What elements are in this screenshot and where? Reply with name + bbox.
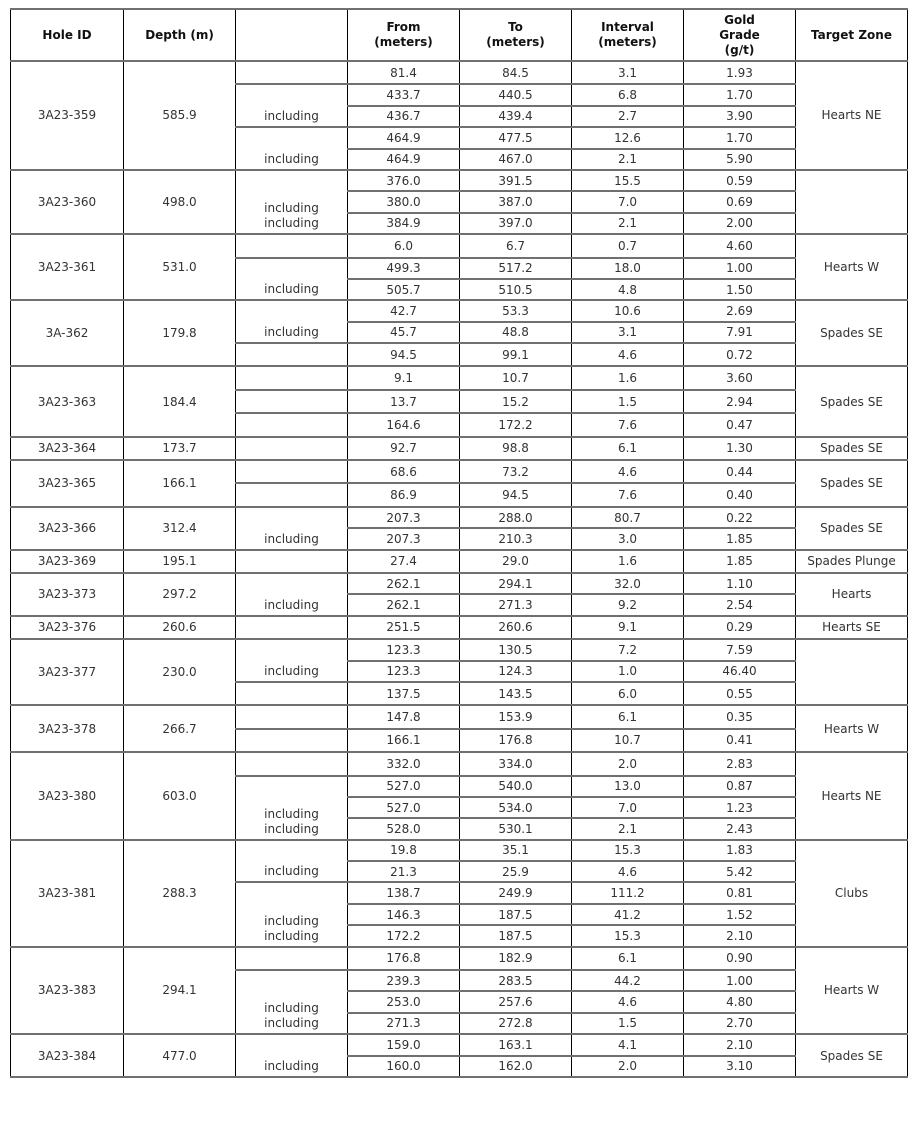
cell-interval: 9.1 bbox=[572, 616, 684, 639]
cell-interval: 4.8 bbox=[572, 279, 684, 300]
cell-target-zone: Hearts W bbox=[796, 947, 908, 1035]
cell-gold-grade: 0.47 bbox=[684, 413, 796, 436]
cell-gold-grade: 0.29 bbox=[684, 616, 796, 639]
cell-to: 162.0 bbox=[460, 1056, 572, 1077]
cell-including bbox=[236, 729, 348, 752]
cell-interval: 0.7 bbox=[572, 234, 684, 257]
cell-from: 123.3 bbox=[348, 661, 460, 682]
cell-to: 53.3 bbox=[460, 300, 572, 321]
cell-including bbox=[236, 413, 348, 436]
cell-to: 153.9 bbox=[460, 705, 572, 728]
cell-target-zone bbox=[796, 639, 908, 705]
cell-including: including bbox=[236, 84, 348, 127]
table-row bbox=[11, 573, 908, 594]
cell-including: including bbox=[236, 127, 348, 170]
cell-interval: 7.6 bbox=[572, 483, 684, 506]
cell-interval: 7.0 bbox=[572, 797, 684, 818]
cell-to: 249.9 bbox=[460, 882, 572, 903]
cell-to: 271.3 bbox=[460, 594, 572, 615]
cell-target-zone: Hearts NE bbox=[796, 61, 908, 170]
cell-to: 25.9 bbox=[460, 861, 572, 882]
header-interval: Interval (meters) bbox=[572, 9, 684, 61]
cell-to: 517.2 bbox=[460, 258, 572, 279]
cell-hole-id: 3A23-364 bbox=[11, 437, 124, 460]
cell-to: 257.6 bbox=[460, 991, 572, 1012]
cell-target-zone: Spades SE bbox=[796, 1034, 908, 1077]
cell-gold-grade: 0.72 bbox=[684, 343, 796, 366]
cell-interval: 1.5 bbox=[572, 1013, 684, 1034]
cell-to: 48.8 bbox=[460, 322, 572, 343]
cell-depth: 531.0 bbox=[124, 234, 236, 300]
cell-interval: 12.6 bbox=[572, 127, 684, 148]
cell-from: 207.3 bbox=[348, 507, 460, 528]
cell-gold-grade: 1.83 bbox=[684, 840, 796, 861]
table-row bbox=[11, 947, 908, 970]
cell-interval: 4.6 bbox=[572, 460, 684, 483]
cell-interval: 2.1 bbox=[572, 149, 684, 170]
cell-including bbox=[236, 752, 348, 775]
cell-gold-grade: 3.90 bbox=[684, 106, 796, 127]
header-hole-id: Hole ID bbox=[11, 9, 124, 61]
cell-gold-grade: 0.41 bbox=[684, 729, 796, 752]
cell-interval: 32.0 bbox=[572, 573, 684, 594]
cell-from: 384.9 bbox=[348, 213, 460, 234]
cell-to: 143.5 bbox=[460, 682, 572, 705]
cell-target-zone: Hearts SE bbox=[796, 616, 908, 639]
cell-including bbox=[236, 61, 348, 84]
cell-from: 271.3 bbox=[348, 1013, 460, 1034]
cell-depth: 266.7 bbox=[124, 705, 236, 752]
cell-target-zone: Hearts NE bbox=[796, 752, 908, 840]
cell-to: 260.6 bbox=[460, 616, 572, 639]
cell-gold-grade: 3.60 bbox=[684, 366, 796, 389]
cell-gold-grade: 1.00 bbox=[684, 970, 796, 991]
cell-from: 19.8 bbox=[348, 840, 460, 861]
cell-to: 391.5 bbox=[460, 170, 572, 191]
cell-gold-grade: 0.55 bbox=[684, 682, 796, 705]
cell-including bbox=[236, 437, 348, 460]
cell-gold-grade: 1.00 bbox=[684, 258, 796, 279]
cell-interval: 2.1 bbox=[572, 213, 684, 234]
cell-from: 146.3 bbox=[348, 904, 460, 925]
cell-gold-grade: 2.10 bbox=[684, 1034, 796, 1055]
cell-hole-id: 3A-362 bbox=[11, 300, 124, 366]
cell-gold-grade: 0.44 bbox=[684, 460, 796, 483]
header-row bbox=[11, 9, 908, 61]
header-from: From (meters) bbox=[348, 9, 460, 61]
cell-hole-id: 3A23-359 bbox=[11, 61, 124, 170]
cell-hole-id: 3A23-378 bbox=[11, 705, 124, 752]
cell-from: 376.0 bbox=[348, 170, 460, 191]
header-gold-grade: Gold Grade (g/t) bbox=[684, 9, 796, 61]
cell-interval: 44.2 bbox=[572, 970, 684, 991]
table-row bbox=[11, 460, 908, 483]
cell-gold-grade: 1.70 bbox=[684, 84, 796, 105]
cell-including bbox=[236, 483, 348, 506]
cell-to: 163.1 bbox=[460, 1034, 572, 1055]
cell-to: 530.1 bbox=[460, 818, 572, 839]
cell-target-zone bbox=[796, 170, 908, 234]
table-row bbox=[11, 170, 908, 191]
cell-interval: 4.6 bbox=[572, 991, 684, 1012]
cell-from: 13.7 bbox=[348, 390, 460, 413]
cell-to: 130.5 bbox=[460, 639, 572, 660]
cell-from: 380.0 bbox=[348, 191, 460, 212]
cell-to: 288.0 bbox=[460, 507, 572, 528]
cell-target-zone: Spades SE bbox=[796, 437, 908, 460]
cell-including: including bbox=[236, 840, 348, 883]
table-row bbox=[11, 705, 908, 728]
cell-hole-id: 3A23-376 bbox=[11, 616, 124, 639]
cell-to: 98.8 bbox=[460, 437, 572, 460]
cell-from: 262.1 bbox=[348, 594, 460, 615]
cell-interval: 4.1 bbox=[572, 1034, 684, 1055]
cell-interval: 6.1 bbox=[572, 705, 684, 728]
cell-gold-grade: 0.59 bbox=[684, 170, 796, 191]
cell-to: 6.7 bbox=[460, 234, 572, 257]
cell-from: 527.0 bbox=[348, 776, 460, 797]
cell-to: 172.2 bbox=[460, 413, 572, 436]
cell-from: 436.7 bbox=[348, 106, 460, 127]
table-row bbox=[11, 300, 908, 321]
cell-from: 27.4 bbox=[348, 550, 460, 573]
cell-gold-grade: 2.83 bbox=[684, 752, 796, 775]
cell-interval: 111.2 bbox=[572, 882, 684, 903]
cell-gold-grade: 1.70 bbox=[684, 127, 796, 148]
cell-depth: 288.3 bbox=[124, 840, 236, 947]
cell-from: 42.7 bbox=[348, 300, 460, 321]
table-row bbox=[11, 61, 908, 84]
cell-gold-grade: 1.85 bbox=[684, 550, 796, 573]
cell-from: 159.0 bbox=[348, 1034, 460, 1055]
cell-from: 94.5 bbox=[348, 343, 460, 366]
cell-from: 176.8 bbox=[348, 947, 460, 970]
header-blank bbox=[236, 9, 348, 61]
cell-gold-grade: 5.90 bbox=[684, 149, 796, 170]
cell-from: 138.7 bbox=[348, 882, 460, 903]
cell-to: 440.5 bbox=[460, 84, 572, 105]
table-row bbox=[11, 366, 908, 389]
cell-from: 160.0 bbox=[348, 1056, 460, 1077]
cell-including bbox=[236, 616, 348, 639]
cell-including bbox=[236, 947, 348, 970]
cell-from: 262.1 bbox=[348, 573, 460, 594]
cell-target-zone: Clubs bbox=[796, 840, 908, 947]
cell-to: 94.5 bbox=[460, 483, 572, 506]
cell-gold-grade: 4.60 bbox=[684, 234, 796, 257]
cell-gold-grade: 46.40 bbox=[684, 661, 796, 682]
cell-to: 29.0 bbox=[460, 550, 572, 573]
cell-gold-grade: 0.69 bbox=[684, 191, 796, 212]
cell-target-zone: Spades SE bbox=[796, 366, 908, 436]
cell-from: 164.6 bbox=[348, 413, 460, 436]
cell-depth: 195.1 bbox=[124, 550, 236, 573]
cell-to: 334.0 bbox=[460, 752, 572, 775]
cell-interval: 9.2 bbox=[572, 594, 684, 615]
cell-gold-grade: 2.43 bbox=[684, 818, 796, 839]
cell-to: 187.5 bbox=[460, 925, 572, 946]
table-row bbox=[11, 616, 908, 639]
cell-to: 272.8 bbox=[460, 1013, 572, 1034]
cell-from: 332.0 bbox=[348, 752, 460, 775]
header-target-zone: Target Zone bbox=[796, 9, 908, 61]
header-depth: Depth (m) bbox=[124, 9, 236, 61]
cell-depth: 477.0 bbox=[124, 1034, 236, 1077]
cell-interval: 6.1 bbox=[572, 947, 684, 970]
cell-including bbox=[236, 705, 348, 728]
cell-to: 534.0 bbox=[460, 797, 572, 818]
cell-hole-id: 3A23-365 bbox=[11, 460, 124, 507]
cell-interval: 4.6 bbox=[572, 343, 684, 366]
cell-from: 207.3 bbox=[348, 528, 460, 549]
cell-gold-grade: 0.90 bbox=[684, 947, 796, 970]
cell-interval: 15.5 bbox=[572, 170, 684, 191]
cell-from: 528.0 bbox=[348, 818, 460, 839]
cell-depth: 294.1 bbox=[124, 947, 236, 1035]
cell-including bbox=[236, 366, 348, 389]
cell-hole-id: 3A23-369 bbox=[11, 550, 124, 573]
cell-interval: 2.1 bbox=[572, 818, 684, 839]
cell-interval: 1.5 bbox=[572, 390, 684, 413]
cell-from: 464.9 bbox=[348, 149, 460, 170]
cell-hole-id: 3A23-383 bbox=[11, 947, 124, 1035]
cell-to: 387.0 bbox=[460, 191, 572, 212]
cell-from: 123.3 bbox=[348, 639, 460, 660]
cell-hole-id: 3A23-380 bbox=[11, 752, 124, 840]
cell-including: including bbox=[236, 1034, 348, 1077]
cell-interval: 10.7 bbox=[572, 729, 684, 752]
cell-gold-grade: 5.42 bbox=[684, 861, 796, 882]
cell-hole-id: 3A23-377 bbox=[11, 639, 124, 705]
cell-hole-id: 3A23-384 bbox=[11, 1034, 124, 1077]
cell-from: 86.9 bbox=[348, 483, 460, 506]
cell-interval: 3.0 bbox=[572, 528, 684, 549]
cell-gold-grade: 0.81 bbox=[684, 882, 796, 903]
cell-interval: 3.1 bbox=[572, 61, 684, 84]
cell-to: 294.1 bbox=[460, 573, 572, 594]
cell-interval: 1.6 bbox=[572, 550, 684, 573]
cell-depth: 498.0 bbox=[124, 170, 236, 234]
cell-target-zone: Spades Plunge bbox=[796, 550, 908, 573]
cell-hole-id: 3A23-381 bbox=[11, 840, 124, 947]
cell-interval: 4.6 bbox=[572, 861, 684, 882]
cell-including: including bbox=[236, 573, 348, 616]
cell-interval: 7.6 bbox=[572, 413, 684, 436]
cell-including bbox=[236, 234, 348, 257]
cell-including: including including bbox=[236, 170, 348, 234]
cell-from: 137.5 bbox=[348, 682, 460, 705]
cell-to: 15.2 bbox=[460, 390, 572, 413]
cell-gold-grade: 1.50 bbox=[684, 279, 796, 300]
cell-interval: 15.3 bbox=[572, 840, 684, 861]
cell-gold-grade: 2.00 bbox=[684, 213, 796, 234]
cell-including: including including bbox=[236, 882, 348, 946]
cell-depth: 184.4 bbox=[124, 366, 236, 436]
cell-from: 505.7 bbox=[348, 279, 460, 300]
cell-interval: 15.3 bbox=[572, 925, 684, 946]
cell-hole-id: 3A23-373 bbox=[11, 573, 124, 616]
cell-target-zone: Spades SE bbox=[796, 300, 908, 366]
cell-to: 439.4 bbox=[460, 106, 572, 127]
cell-to: 99.1 bbox=[460, 343, 572, 366]
cell-hole-id: 3A23-363 bbox=[11, 366, 124, 436]
cell-hole-id: 3A23-361 bbox=[11, 234, 124, 300]
cell-gold-grade: 3.10 bbox=[684, 1056, 796, 1077]
cell-from: 92.7 bbox=[348, 437, 460, 460]
cell-gold-grade: 0.87 bbox=[684, 776, 796, 797]
table-row bbox=[11, 507, 908, 528]
cell-depth: 585.9 bbox=[124, 61, 236, 170]
cell-depth: 179.8 bbox=[124, 300, 236, 366]
cell-to: 467.0 bbox=[460, 149, 572, 170]
table-row bbox=[11, 234, 908, 257]
cell-depth: 312.4 bbox=[124, 507, 236, 550]
cell-gold-grade: 0.40 bbox=[684, 483, 796, 506]
cell-including: including bbox=[236, 258, 348, 301]
cell-to: 187.5 bbox=[460, 904, 572, 925]
cell-depth: 603.0 bbox=[124, 752, 236, 840]
cell-interval: 6.8 bbox=[572, 84, 684, 105]
cell-from: 166.1 bbox=[348, 729, 460, 752]
table-row bbox=[11, 1034, 908, 1055]
cell-including: including bbox=[236, 639, 348, 682]
cell-gold-grade: 0.22 bbox=[684, 507, 796, 528]
cell-interval: 41.2 bbox=[572, 904, 684, 925]
cell-interval: 13.0 bbox=[572, 776, 684, 797]
cell-from: 172.2 bbox=[348, 925, 460, 946]
cell-gold-grade: 2.10 bbox=[684, 925, 796, 946]
cell-to: 176.8 bbox=[460, 729, 572, 752]
cell-from: 239.3 bbox=[348, 970, 460, 991]
cell-depth: 230.0 bbox=[124, 639, 236, 705]
cell-interval: 7.0 bbox=[572, 191, 684, 212]
cell-interval: 2.7 bbox=[572, 106, 684, 127]
cell-interval: 10.6 bbox=[572, 300, 684, 321]
cell-depth: 260.6 bbox=[124, 616, 236, 639]
cell-to: 182.9 bbox=[460, 947, 572, 970]
cell-to: 210.3 bbox=[460, 528, 572, 549]
cell-depth: 297.2 bbox=[124, 573, 236, 616]
cell-gold-grade: 1.30 bbox=[684, 437, 796, 460]
cell-gold-grade: 2.54 bbox=[684, 594, 796, 615]
cell-gold-grade: 1.93 bbox=[684, 61, 796, 84]
cell-gold-grade: 4.80 bbox=[684, 991, 796, 1012]
cell-from: 6.0 bbox=[348, 234, 460, 257]
cell-target-zone: Hearts W bbox=[796, 234, 908, 300]
cell-including: including bbox=[236, 507, 348, 550]
cell-from: 499.3 bbox=[348, 258, 460, 279]
cell-from: 81.4 bbox=[348, 61, 460, 84]
cell-interval: 2.0 bbox=[572, 1056, 684, 1077]
cell-gold-grade: 1.85 bbox=[684, 528, 796, 549]
cell-interval: 7.2 bbox=[572, 639, 684, 660]
table-row bbox=[11, 752, 908, 775]
cell-from: 147.8 bbox=[348, 705, 460, 728]
cell-interval: 2.0 bbox=[572, 752, 684, 775]
table-row bbox=[11, 639, 908, 660]
cell-gold-grade: 0.35 bbox=[684, 705, 796, 728]
cell-target-zone: Hearts bbox=[796, 573, 908, 616]
cell-to: 84.5 bbox=[460, 61, 572, 84]
cell-gold-grade: 1.23 bbox=[684, 797, 796, 818]
cell-target-zone: Spades SE bbox=[796, 507, 908, 550]
cell-to: 540.0 bbox=[460, 776, 572, 797]
cell-from: 253.0 bbox=[348, 991, 460, 1012]
table-row bbox=[11, 550, 908, 573]
cell-gold-grade: 2.70 bbox=[684, 1013, 796, 1034]
cell-including bbox=[236, 390, 348, 413]
cell-gold-grade: 1.10 bbox=[684, 573, 796, 594]
cell-interval: 6.0 bbox=[572, 682, 684, 705]
cell-from: 9.1 bbox=[348, 366, 460, 389]
cell-to: 397.0 bbox=[460, 213, 572, 234]
cell-from: 45.7 bbox=[348, 322, 460, 343]
cell-including: including including bbox=[236, 776, 348, 840]
cell-including bbox=[236, 550, 348, 573]
header-to: To (meters) bbox=[460, 9, 572, 61]
cell-gold-grade: 1.52 bbox=[684, 904, 796, 925]
cell-from: 251.5 bbox=[348, 616, 460, 639]
table-row bbox=[11, 437, 908, 460]
cell-hole-id: 3A23-360 bbox=[11, 170, 124, 234]
cell-hole-id: 3A23-366 bbox=[11, 507, 124, 550]
cell-to: 283.5 bbox=[460, 970, 572, 991]
cell-including: including bbox=[236, 300, 348, 343]
cell-to: 35.1 bbox=[460, 840, 572, 861]
cell-interval: 1.6 bbox=[572, 366, 684, 389]
cell-gold-grade: 7.91 bbox=[684, 322, 796, 343]
cell-gold-grade: 7.59 bbox=[684, 639, 796, 660]
cell-to: 73.2 bbox=[460, 460, 572, 483]
cell-interval: 3.1 bbox=[572, 322, 684, 343]
cell-from: 68.6 bbox=[348, 460, 460, 483]
cell-including bbox=[236, 343, 348, 366]
cell-including bbox=[236, 682, 348, 705]
cell-interval: 6.1 bbox=[572, 437, 684, 460]
cell-to: 510.5 bbox=[460, 279, 572, 300]
cell-gold-grade: 2.94 bbox=[684, 390, 796, 413]
cell-including: including including bbox=[236, 970, 348, 1034]
cell-from: 464.9 bbox=[348, 127, 460, 148]
cell-interval: 80.7 bbox=[572, 507, 684, 528]
cell-depth: 173.7 bbox=[124, 437, 236, 460]
cell-target-zone: Spades SE bbox=[796, 460, 908, 507]
cell-from: 21.3 bbox=[348, 861, 460, 882]
drill-results-table bbox=[10, 8, 908, 1078]
cell-gold-grade: 2.69 bbox=[684, 300, 796, 321]
cell-from: 527.0 bbox=[348, 797, 460, 818]
table-row bbox=[11, 840, 908, 861]
cell-target-zone: Hearts W bbox=[796, 705, 908, 752]
cell-including bbox=[236, 460, 348, 483]
cell-to: 124.3 bbox=[460, 661, 572, 682]
cell-interval: 1.0 bbox=[572, 661, 684, 682]
cell-to: 477.5 bbox=[460, 127, 572, 148]
cell-interval: 18.0 bbox=[572, 258, 684, 279]
cell-from: 433.7 bbox=[348, 84, 460, 105]
cell-depth: 166.1 bbox=[124, 460, 236, 507]
cell-to: 10.7 bbox=[460, 366, 572, 389]
